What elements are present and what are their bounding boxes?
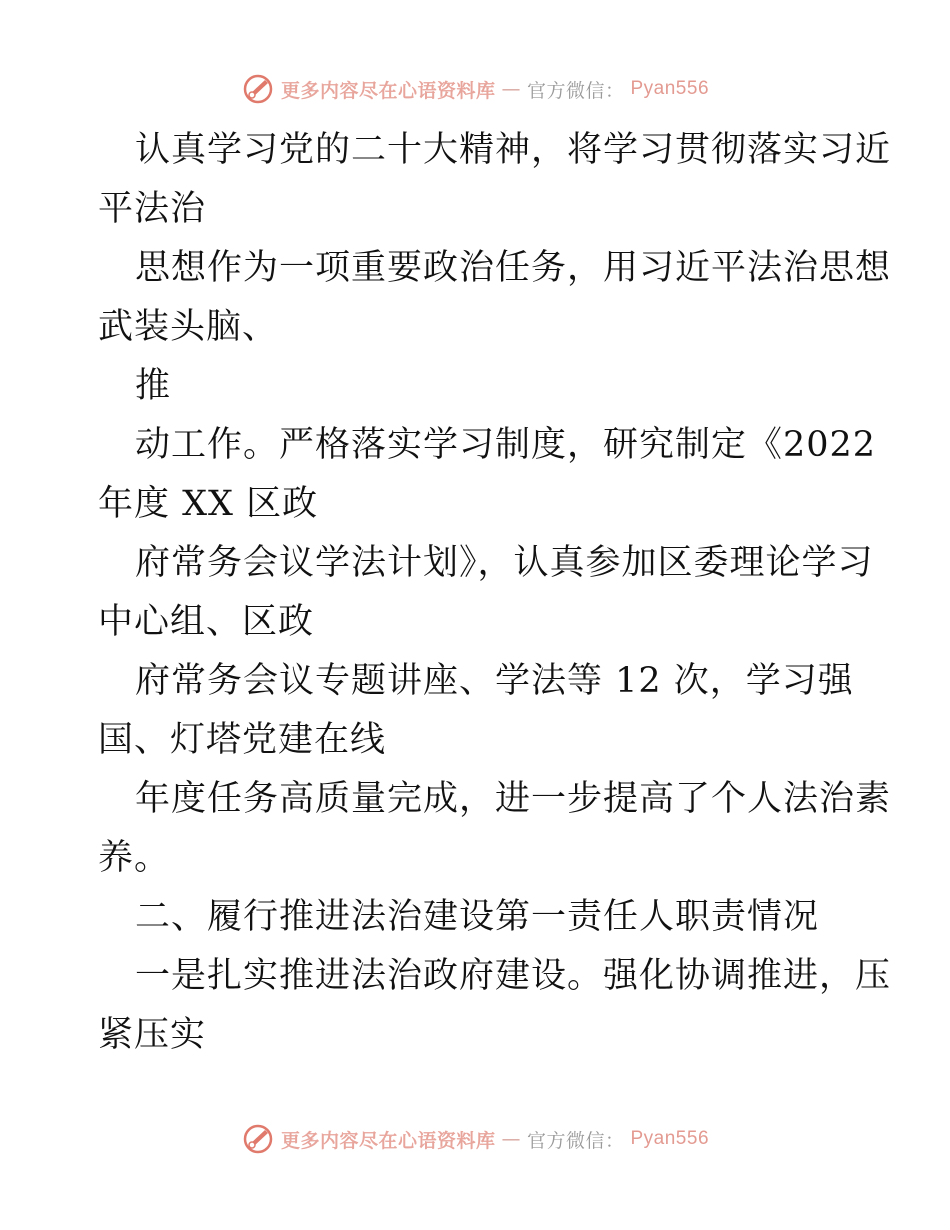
watermark-main-text: 更多内容尽在心语资料库 — [280, 1129, 496, 1152]
text-line: 认真学习党的二十大精神，将学习贯彻落实习近 — [135, 130, 892, 170]
watermark-dash: — — [501, 78, 521, 100]
watermark-id: Pyan556 — [630, 1128, 710, 1149]
watermark-dash: — — [501, 1128, 521, 1150]
text-line: 一是扎实推进法治政府建设。强化协调推进，压 — [135, 956, 892, 996]
document-body — [98, 121, 892, 1065]
footer-watermark — [0, 1122, 950, 1156]
section-heading: 二、履行推进法治建设第一责任人职责情况 — [135, 897, 820, 937]
text-line: 府常务会议专题讲座、学法等 12 次，学习强 — [135, 661, 854, 701]
text-line: 武装头脑、 — [98, 307, 279, 347]
text-line: 动工作。严格落实学习制度，研究制定《2022 — [135, 425, 877, 465]
text-line: 思想作为一项重要政治任务，用习近平法治思想 — [135, 248, 892, 288]
watermark-sub-text: 官方微信： — [526, 79, 625, 102]
text-line: 紧压实 — [98, 1015, 207, 1055]
text-line: 年度任务高质量完成，进一步提高了个人法治素 — [135, 779, 892, 819]
text-line: 中心组、区政 — [98, 602, 315, 642]
text-line: 养。 — [98, 838, 171, 878]
watermark-sub-text: 官方微信： — [526, 1129, 625, 1152]
watermark-id: Pyan556 — [630, 78, 710, 99]
header-watermark — [0, 72, 950, 106]
watermark-main-text: 更多内容尽在心语资料库 — [280, 79, 496, 102]
logo-icon — [241, 72, 275, 106]
text-line: 推 — [135, 366, 172, 406]
logo-icon — [241, 1122, 275, 1156]
text-line: 府常务会议学法计划》，认真参加区委理论学习 — [135, 543, 874, 583]
text-line: 年度 XX 区政 — [98, 484, 319, 524]
text-line: 平法治 — [98, 189, 207, 229]
text-line: 国、灯塔党建在线 — [98, 720, 387, 760]
